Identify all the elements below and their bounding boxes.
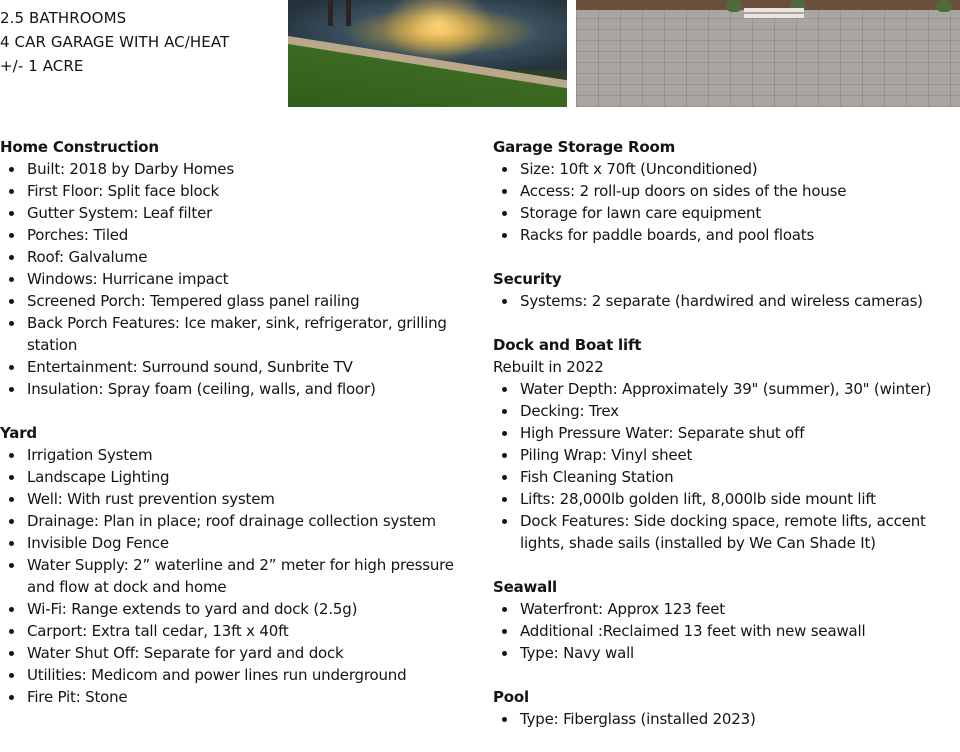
- list-item: Well: With rust prevention system: [0, 488, 470, 510]
- list-item: Porches: Tiled: [0, 224, 470, 246]
- section-home-construction: [0, 136, 470, 400]
- list-item: Carport: Extra tall cedar, 13ft x 40ft: [0, 620, 470, 642]
- bullet-list: [493, 378, 960, 554]
- list-item: Water Depth: Approximately 39" (summer), 30" (winter): [493, 378, 960, 400]
- list-item: Windows: Hurricane impact: [0, 268, 470, 290]
- list-item: Screened Porch: Tempered glass panel railing: [0, 290, 470, 312]
- driveway-photo-plant: [936, 0, 952, 12]
- list-item: Built: 2018 by Darby Homes: [0, 158, 470, 180]
- list-item: Irrigation System: [0, 444, 470, 466]
- driveway-photo-step: [744, 14, 804, 18]
- list-item: Roof: Galvalume: [0, 246, 470, 268]
- section-title: Yard: [0, 424, 37, 442]
- header-line-acreage: +/- 1 ACRE: [0, 57, 84, 75]
- list-item: Access: 2 roll-up doors on sides of the house: [493, 180, 960, 202]
- dock-photo-piling: [346, 0, 351, 26]
- list-item: Systems: 2 separate (hardwired and wireless cameras): [493, 290, 960, 312]
- section-title: Security: [493, 270, 562, 288]
- list-item: Drainage: Plan in place; roof drainage collection system: [0, 510, 470, 532]
- list-item: Water Shut Off: Separate for yard and dock: [0, 642, 470, 664]
- bullet-list: [493, 598, 960, 664]
- list-item: First Floor: Split face block: [0, 180, 470, 202]
- list-item: Dock Features: Side docking space, remote lifts, accent lights, shade sails (installed by We Can Shade It): [493, 510, 960, 554]
- list-item: Gutter System: Leaf filter: [0, 202, 470, 224]
- left-column: [0, 136, 470, 730]
- list-item: Piling Wrap: Vinyl sheet: [493, 444, 960, 466]
- list-item: Type: Navy wall: [493, 642, 960, 664]
- section-title: Garage Storage Room: [493, 138, 676, 156]
- list-item: Water Supply: 2” waterline and 2” meter for high pressure and flow at dock and home: [0, 554, 470, 598]
- section-seawall: [493, 576, 960, 664]
- bullet-list: [0, 444, 470, 708]
- list-item: Invisible Dog Fence: [0, 532, 470, 554]
- header-lines: [0, 6, 280, 78]
- list-item: Insulation: Spray foam (ceiling, walls, and floor): [0, 378, 470, 400]
- bullet-list: [493, 708, 960, 730]
- bullet-list: [493, 158, 960, 246]
- section-title: Pool: [493, 688, 529, 706]
- section-pool: [493, 686, 960, 730]
- list-item: Size: 10ft x 70ft (Unconditioned): [493, 158, 960, 180]
- list-item: Fire Pit: Stone: [0, 686, 470, 708]
- list-item: Racks for paddle boards, and pool floats: [493, 224, 960, 246]
- section-title: Seawall: [493, 578, 557, 596]
- list-item: Entertainment: Surround sound, Sunbrite TV: [0, 356, 470, 378]
- list-item: Lifts: 28,000lb golden lift, 8,000lb side mount lift: [493, 488, 960, 510]
- dock-photo: [288, 0, 567, 107]
- list-item: Decking: Trex: [493, 400, 960, 422]
- driveway-photo-step: [744, 8, 804, 12]
- section-dock-boat-lift: [493, 334, 960, 554]
- section-security: [493, 268, 960, 312]
- section-garage-storage: [493, 136, 960, 246]
- section-yard: [0, 422, 470, 708]
- list-item: Fish Cleaning Station: [493, 466, 960, 488]
- dock-photo-piling: [328, 0, 333, 26]
- bullet-list: [493, 290, 960, 312]
- right-column: [493, 136, 960, 752]
- list-item: Utilities: Medicom and power lines run underground: [0, 664, 470, 686]
- list-item: Waterfront: Approx 123 feet: [493, 598, 960, 620]
- header-line-garage: 4 CAR GARAGE WITH AC/HEAT: [0, 33, 230, 51]
- bullet-list: [0, 158, 470, 400]
- section-title: Dock and Boat lift: [493, 336, 642, 354]
- list-item: Wi-Fi: Range extends to yard and dock (2.5g): [0, 598, 470, 620]
- list-item: High Pressure Water: Separate shut off: [493, 422, 960, 444]
- section-subtitle: Rebuilt in 2022: [493, 358, 604, 376]
- list-item: Additional :Reclaimed 13 feet with new seawall: [493, 620, 960, 642]
- list-item: Storage for lawn care equipment: [493, 202, 960, 224]
- driveway-photo-plant: [726, 0, 742, 12]
- list-item: Back Porch Features: Ice maker, sink, refrigerator, grilling station: [0, 312, 470, 356]
- section-title: Home Construction: [0, 138, 159, 156]
- list-item: Type: Fiberglass (installed 2023): [493, 708, 960, 730]
- list-item: Landscape Lighting: [0, 466, 470, 488]
- driveway-photo: [576, 0, 960, 107]
- header-line-bathrooms: 2.5 BATHROOMS: [0, 9, 127, 27]
